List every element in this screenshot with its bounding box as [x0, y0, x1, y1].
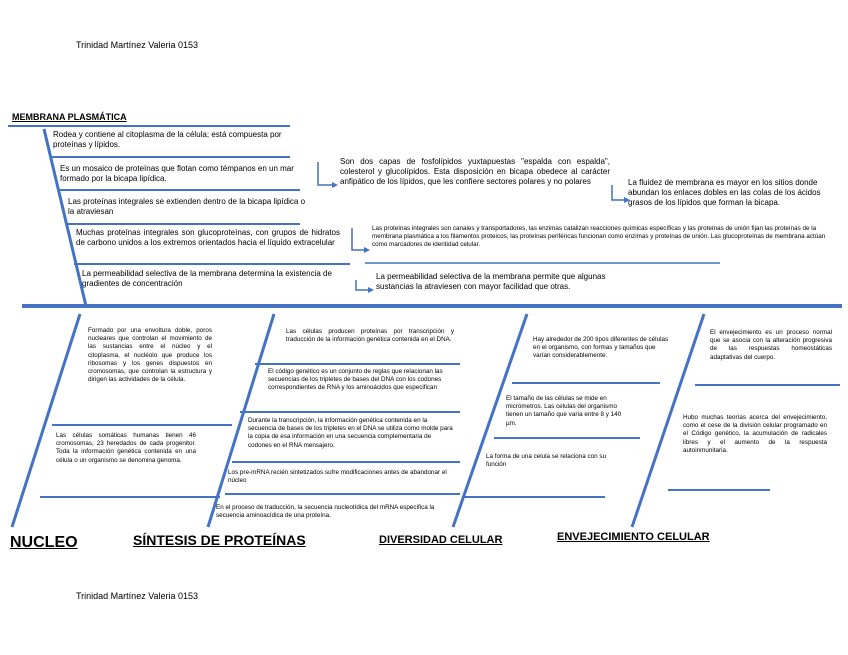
membrana-diagonal — [44, 129, 86, 306]
diversidad-note-2: El tamaño de las células se mide en micrómetros. Las celulas del organismo tienen un tamaño que varía entre 8 y 140 µm. — [506, 395, 622, 427]
sintesis-note-4: Los pre-mRNA recién sintetizados sufre modificaciones antes de abandonar el núcleo — [228, 469, 447, 485]
envejecimiento-title: ENVEJECIMIENTO CELULAR — [557, 531, 710, 543]
sintesis-title: SÍNTESIS DE PROTEÍNAS — [133, 532, 306, 548]
diversidad-note-1: Hay alrededor de 200 tipos diferentes de células en el organismo, con formas y tamaños que varían considerablemente. — [533, 336, 669, 360]
diversidad-title: DIVERSIDAD CELULAR — [379, 534, 503, 546]
nucleo-title: NUCLEO — [10, 534, 78, 551]
author-top: Trinidad Martínez Valeria 0153 — [76, 40, 199, 50]
sintesis-note-2: El código genético es un conjunto de reglas que relacionan las secuencias de los tripletes de bases del DNA con los codones correspondientes de RNA y los aminoácidos que especifican — [268, 368, 443, 392]
sintesis-note-1: Las células producen proteínas por transcripción y traducción de la información genética contenida en el DNA. — [286, 328, 454, 344]
diversidad-note-3: La forma de una celula se relaciona con su función — [486, 453, 607, 469]
membrana-branch-4: Muchas proteínas integrales son glucoproteínas, con grupos de hidratos de carbono unidos a los extremos orientados hacia el líquido extracelular — [76, 228, 340, 247]
membrana-title: MEMBRANA PLASMÁTICA — [12, 112, 127, 122]
nucleo-diagonal — [12, 314, 80, 527]
sintesis-note-5: En el proceso de traducción, la secuencia nucleotídica del mRNA especifica la secuencia aminoacídica de una proteína. — [216, 504, 435, 520]
sintesis-note-3: Durante la transcripción, la información genética contenida en la secuencia de bases de los tripletes en el DNA se utiliza como molde para la copia de esa información en una secuencia complementaria de codones en el RNA mensajero. — [248, 417, 453, 449]
nucleo-note-1: Formado por una envoltura doble, poros nucleares que controlan el movimiento de las sustancias entre el núcleo y el citoplasma, el nucléolo que produce los ribosomas y los genes dispuestos en cromosomas, que controlan la estructura y dirigen las actividades de la célula. — [88, 327, 212, 384]
envejecimiento-note-1: El envejecimiento es un proceso normal que se asocia con la alteración progresiva de las respuestas homeostáticas adaptativas del cuerpo. — [710, 329, 832, 361]
membrana-branch-2: Es un mosaico de proteínas que flotan como témpanos en un mar formado por la bicapa lipídica. — [60, 164, 294, 183]
nucleo-note-2: Las células somáticas humanas tienen 46 cromosomas, 23 heredados de cada progenitor. Toda la información genética contenida en una célula o un organismo se denomina genoma. — [56, 432, 196, 464]
membrana-branch-1: Rodea y contiene al citoplasma de la célula; está compuesta por proteínas y lípidos. — [53, 130, 282, 149]
membrana-branch-5: La permeabilidad selectiva de la membrana determina la existencia de gradientes de concentración — [82, 269, 332, 288]
membrana-detail-proteinas: Las proteínas integrales son canales y transportadores, las enzimas catalizan reacciones químicas específicas y las proteínas de unión fijan las proteínas de la membrana plasmática a los filamentos proteicos, las proteínas periféricas funcionan como enzimas y proteínas de unión. Las glucoproteínas de membrana actúan como marcadores de identidad celular. — [372, 225, 826, 249]
membrana-detail-bicapa: Son dos capas de fosfolípidos yuxtapuestas "espalda con espalda", colesterol y glucolípidos. Esta disposición en bicapa obedece al carácter anfipático de los lípidos, que les confiere sectores polares y no polares — [340, 157, 610, 186]
membrana-detail-fluidez: La fluidez de membrana es mayor en los sitios donde abundan los enlaces dobles en las colas de los ácidos grasos de los lípidos que forman la bicapa. — [628, 178, 821, 207]
author-bottom: Trinidad Martínez Valeria 0153 — [76, 591, 199, 601]
envejecimiento-note-2: Hubo muchas teorías acerca del envejecimiento, como el cese de la división celular programado en el Código genético, la acumulación de radicales libres y el aumento de la respuesta autoinmunitaria. — [683, 414, 827, 454]
membrana-branch-3: Las proteínas integrales se extienden dentro de la bicapa lipídica o la atraviesan — [68, 197, 306, 216]
membrana-detail-permeabilidad: La permeabilidad selectiva de la membrana permite que algunas sustancias la atraviesen con mayor facilidad que otras. — [376, 272, 606, 291]
